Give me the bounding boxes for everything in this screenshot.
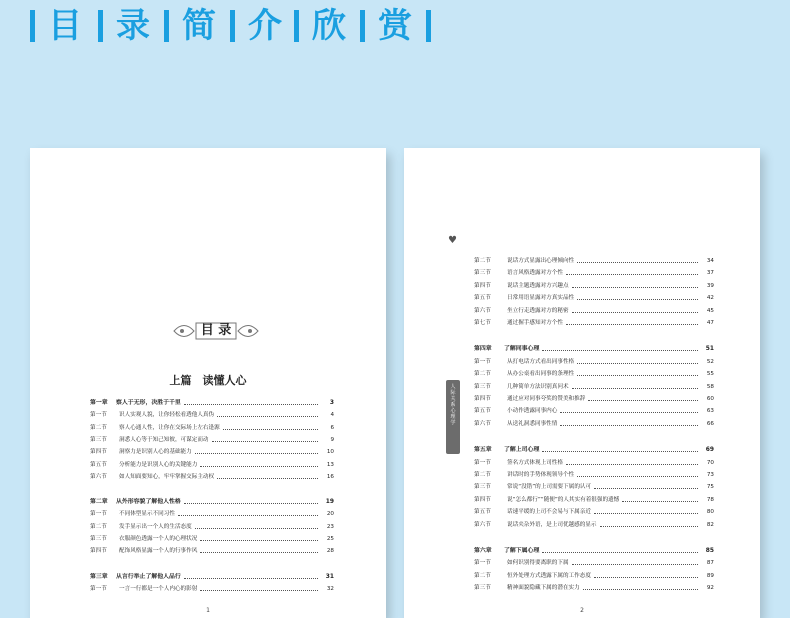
toc-page-number: 13 <box>326 461 334 468</box>
toc-page-number: 73 <box>706 472 714 478</box>
dot-leader <box>184 404 318 405</box>
dot-leader <box>560 412 698 413</box>
toc-title: 察人于无形，决胜于千里 <box>116 400 181 406</box>
dot-leader <box>588 400 698 401</box>
toc-number-label: 第七节 <box>474 320 491 326</box>
dot-leader <box>566 324 698 325</box>
toc-title: 分析能力是识别人心的关键能力 <box>119 461 198 468</box>
toc-number-label: 第四章 <box>474 346 492 353</box>
toc-page-number: 85 <box>705 548 714 554</box>
toc-number-label: 第六节 <box>474 307 491 314</box>
toc-title: 洞悉人心等于知己知彼，可谋定而动 <box>119 436 209 443</box>
title-char: 欣 <box>312 6 346 46</box>
toc-title: 说话主题透露对方兴趣点 <box>507 282 569 289</box>
toc-section-row <box>474 571 714 582</box>
dot-leader <box>217 416 318 417</box>
dot-leader <box>200 552 318 553</box>
toc-number-label: 第三节 <box>474 484 491 491</box>
dot-leader <box>572 564 698 565</box>
toc-page-number: 45 <box>706 307 714 314</box>
dot-leader <box>195 528 318 529</box>
toc-number-label: 第六节 <box>90 473 107 480</box>
page-number: 2 <box>580 607 584 614</box>
title-char: 简 <box>182 6 216 46</box>
toc-number-label: 第一章 <box>90 400 108 406</box>
heart-icon: ♥ <box>448 235 457 246</box>
toc-number-label: 第二节 <box>474 572 491 579</box>
toc-title: 通过应对同事夸奖的赞美和推辞 <box>507 396 586 402</box>
title-separator <box>426 10 431 42</box>
toc-number-label: 第五节 <box>90 461 107 468</box>
toc-section-row <box>474 318 714 329</box>
toc-title: 从办公桌看出同事的条理性 <box>507 371 575 378</box>
dot-leader <box>223 429 318 430</box>
toc-title: 了解同事心理 <box>504 346 540 353</box>
header-title <box>0 0 790 60</box>
toc-page-number: 20 <box>326 511 334 518</box>
toc-number-label: 第一节 <box>474 358 491 365</box>
toc-title: 一言一行都是一个人内心的影射 <box>119 585 198 592</box>
toc-section-row <box>90 509 334 520</box>
toc-title: 语言风格透露对方个性 <box>507 270 563 277</box>
toc-number-label: 第四节 <box>90 449 107 456</box>
toc-section-row <box>474 357 714 368</box>
toc-number-label: 第二节 <box>474 472 491 478</box>
side-marker-label: 人 际 关 系 心 理 学 <box>450 384 456 426</box>
toc-title: 说话夹杂外语，是上司优越感的显示 <box>507 521 597 528</box>
toc-number-label: 第四节 <box>474 282 491 289</box>
dot-leader <box>542 451 698 452</box>
toc-page-number: 3 <box>329 400 334 406</box>
toc-number-label: 第一节 <box>90 585 107 592</box>
toc-emblem <box>170 316 262 346</box>
toc-page-number: 87 <box>706 560 714 567</box>
toc-number-label: 第三节 <box>90 536 107 542</box>
toc-page-number: 19 <box>325 499 334 506</box>
toc-number-label: 第二节 <box>90 523 107 530</box>
toc-page-number: 31 <box>325 573 334 580</box>
toc-section-row <box>474 558 714 569</box>
toc-page-left <box>30 148 386 618</box>
toc-chapter-row <box>90 572 334 583</box>
toc-number-label: 第五节 <box>474 408 491 415</box>
toc-page-number: 89 <box>706 572 714 579</box>
toc-section-row <box>90 447 334 458</box>
dot-leader <box>594 513 698 514</box>
toc-section-row <box>474 495 714 506</box>
toc-chapter-row <box>90 398 334 409</box>
dot-leader <box>572 388 698 389</box>
toc-title: 从外形容貌了解他人性格 <box>116 499 181 506</box>
toc-number-label: 第六章 <box>474 548 492 554</box>
toc-title: 如人知面要知心，牢牢掌握交际主动权 <box>119 473 215 480</box>
toc-title: 从送礼洞悉同事性情 <box>507 420 558 427</box>
dot-leader <box>200 540 318 541</box>
toc-page-right <box>404 148 760 618</box>
page-number: 1 <box>206 607 210 614</box>
toc-number-label: 第三节 <box>90 436 107 443</box>
toc-page-number: 10 <box>326 449 334 456</box>
toc-page-number: 52 <box>706 358 714 365</box>
toc-title: 几种简单方法识别真问术 <box>507 383 569 390</box>
dot-leader <box>542 552 698 553</box>
toc-title: 坐立行走透露对方的秘密 <box>507 307 569 314</box>
title-separator <box>360 10 365 42</box>
toc-title: 不同体型显示不同习性 <box>119 511 175 518</box>
dot-leader <box>217 478 318 479</box>
toc-chapter-row <box>474 344 714 355</box>
toc-page-number: 16 <box>326 473 334 480</box>
toc-title: 说“怎么都行”“随便”的人其实有着很强的遗憾 <box>507 496 620 503</box>
toc-page-number: 42 <box>706 295 714 302</box>
toc-title: 从打电话方式看出同事性格 <box>507 358 575 365</box>
dot-leader <box>577 262 698 263</box>
toc-page-number: 28 <box>326 548 334 555</box>
toc-page-number: 70 <box>706 459 714 466</box>
toc-section-row <box>474 293 714 304</box>
toc-emblem-text: 目 录 <box>200 323 232 338</box>
title-char: 录 <box>116 6 150 46</box>
toc-page-number: 82 <box>706 521 714 528</box>
toc-page-number: 78 <box>706 496 714 503</box>
dot-leader <box>566 464 698 465</box>
toc-section-row <box>474 406 714 417</box>
dot-leader <box>184 503 318 504</box>
toc-section-row <box>90 546 334 557</box>
toc-number-label: 第四节 <box>90 548 107 555</box>
toc-section-row <box>474 268 714 279</box>
toc-title: 恒外处理方式透露下属的工作态度 <box>507 572 591 579</box>
dot-leader <box>583 589 698 590</box>
toc-chapter-row <box>474 445 714 456</box>
dot-leader <box>195 453 318 454</box>
toc-section-row <box>474 256 714 267</box>
toc-title: 日常用语显露对方真实品性 <box>507 295 575 302</box>
toc-title: 了解上司心理 <box>504 447 540 454</box>
toc-page-number: 55 <box>706 371 714 378</box>
toc-page-number: 9 <box>330 436 334 443</box>
toc-title: 常说“没错”的上司需要下属的认可 <box>507 484 592 491</box>
title-separator <box>30 10 35 42</box>
toc-section-row <box>474 306 714 317</box>
toc-number-label: 第二节 <box>90 424 107 431</box>
toc-title: 如何识别得要离职的下属 <box>507 560 569 567</box>
toc-page-number: 32 <box>326 585 334 592</box>
dot-leader <box>200 590 318 591</box>
toc-number-label: 第一节 <box>474 459 491 466</box>
toc-number-label: 第二章 <box>90 499 108 506</box>
toc-page-number: 47 <box>706 320 714 326</box>
toc-section-row <box>474 281 714 292</box>
dot-leader <box>600 526 698 527</box>
dot-leader <box>577 476 698 477</box>
toc-number-label: 第三节 <box>474 383 491 390</box>
dot-leader <box>212 441 318 442</box>
toc-number-label: 第一节 <box>474 560 491 567</box>
dot-leader <box>566 274 698 275</box>
toc-title: 发手显示出一个人的生活态度 <box>119 523 192 530</box>
toc-title: 签名方式体现上司性格 <box>507 459 563 466</box>
toc-page-number: 39 <box>706 282 714 289</box>
dot-leader <box>577 375 698 376</box>
toc-number-label: 第四节 <box>474 396 491 402</box>
title-char: 目 <box>48 6 82 46</box>
dot-leader <box>542 350 698 351</box>
toc-section-row <box>474 369 714 380</box>
toc-page-number: 34 <box>706 258 714 264</box>
dot-leader <box>577 299 698 300</box>
title-separator <box>294 10 299 42</box>
toc-title: 通过握手感知对方个性 <box>507 320 563 326</box>
toc-title: 洞察力是识别人心的基础能力 <box>119 449 192 456</box>
toc-title: 小动作透露同事内心 <box>507 408 558 415</box>
toc-title: 察人心通人性，让你在交际场上左右逢源 <box>119 424 220 431</box>
toc-page-number: 92 <box>706 585 714 592</box>
toc-number-label: 第五节 <box>474 295 491 302</box>
toc-section-row <box>90 423 334 434</box>
dot-leader <box>560 425 698 426</box>
toc-section-row <box>90 472 334 483</box>
toc-page-number: 37 <box>706 270 714 277</box>
toc-number-label: 第三节 <box>474 270 491 277</box>
toc-page-number: 69 <box>705 447 714 454</box>
toc-section-row <box>474 520 714 531</box>
title-separator <box>164 10 169 42</box>
toc-chapter-row <box>474 546 714 557</box>
dot-leader <box>184 578 318 579</box>
toc-number-label: 第六节 <box>474 521 491 528</box>
toc-title: 话速平缓的上司不会易与下属亲近 <box>507 509 591 516</box>
toc-page-number: 63 <box>706 408 714 415</box>
dot-leader <box>594 488 698 489</box>
toc-section-row <box>474 382 714 393</box>
toc-section-row <box>474 470 714 481</box>
toc-title: 说话方式显露出心理倾向性 <box>507 258 575 264</box>
toc-section-row <box>474 482 714 493</box>
toc-number-label: 第一节 <box>90 412 107 419</box>
dot-leader <box>572 287 698 288</box>
title-separator <box>98 10 103 42</box>
toc-number-label: 第三节 <box>474 585 491 592</box>
toc-title: 配饰风格显露一个人的行事作风 <box>119 548 198 555</box>
title-char: 介 <box>248 6 282 46</box>
toc-number-label: 第二节 <box>474 371 491 378</box>
dot-leader <box>200 466 318 467</box>
dot-leader <box>577 363 698 364</box>
toc-section-row <box>474 458 714 469</box>
toc-section-row <box>90 460 334 471</box>
dot-leader <box>572 312 698 313</box>
toc-section-row <box>90 435 334 446</box>
title-char: 赏 <box>378 6 412 46</box>
toc-number-label: 第五节 <box>474 509 491 516</box>
toc-title: 了解下属心理 <box>504 548 540 554</box>
dot-leader <box>178 515 318 516</box>
toc-number-label: 第五章 <box>474 447 492 454</box>
toc-page-number: 66 <box>706 420 714 427</box>
toc-number-label: 第二节 <box>474 258 491 264</box>
toc-number-label: 第一节 <box>90 511 107 518</box>
toc-title: 讲话时的手势体现领导个性 <box>507 472 575 478</box>
toc-page-number: 6 <box>330 424 334 431</box>
toc-page-number: 60 <box>706 396 714 402</box>
toc-section-row <box>90 584 334 595</box>
dot-leader <box>594 577 698 578</box>
toc-number-label: 第六节 <box>474 420 491 427</box>
title-separator <box>230 10 235 42</box>
toc-section-row <box>90 410 334 421</box>
toc-page-number: 25 <box>326 536 334 542</box>
toc-page-number: 80 <box>706 509 714 516</box>
toc-section-row <box>474 419 714 430</box>
toc-page-number: 75 <box>706 484 714 491</box>
part-title: 上篇 读懂人心 <box>169 374 247 387</box>
toc-section-row <box>90 534 334 545</box>
toc-title: 识人实观人貌，让你轻松看透他人真伪 <box>119 412 215 419</box>
toc-title: 衣服颜色透露一个人的心理状况 <box>119 536 198 542</box>
toc-section-row <box>474 394 714 405</box>
toc-section-row <box>90 522 334 533</box>
toc-number-label: 第三章 <box>90 573 108 580</box>
toc-page-number: 23 <box>326 523 334 530</box>
toc-page-number: 4 <box>330 412 334 419</box>
dot-leader <box>622 501 698 502</box>
toc-number-label: 第四节 <box>474 496 491 503</box>
toc-title: 从言行举止了解他人品行 <box>116 573 181 580</box>
toc-section-row <box>474 507 714 518</box>
toc-title: 精神面貌隐藏下属的潜在实力 <box>507 585 580 592</box>
toc-page-number: 51 <box>705 346 714 353</box>
toc-section-row <box>474 583 714 594</box>
toc-page-number: 58 <box>706 383 714 390</box>
toc-chapter-row <box>90 497 334 508</box>
